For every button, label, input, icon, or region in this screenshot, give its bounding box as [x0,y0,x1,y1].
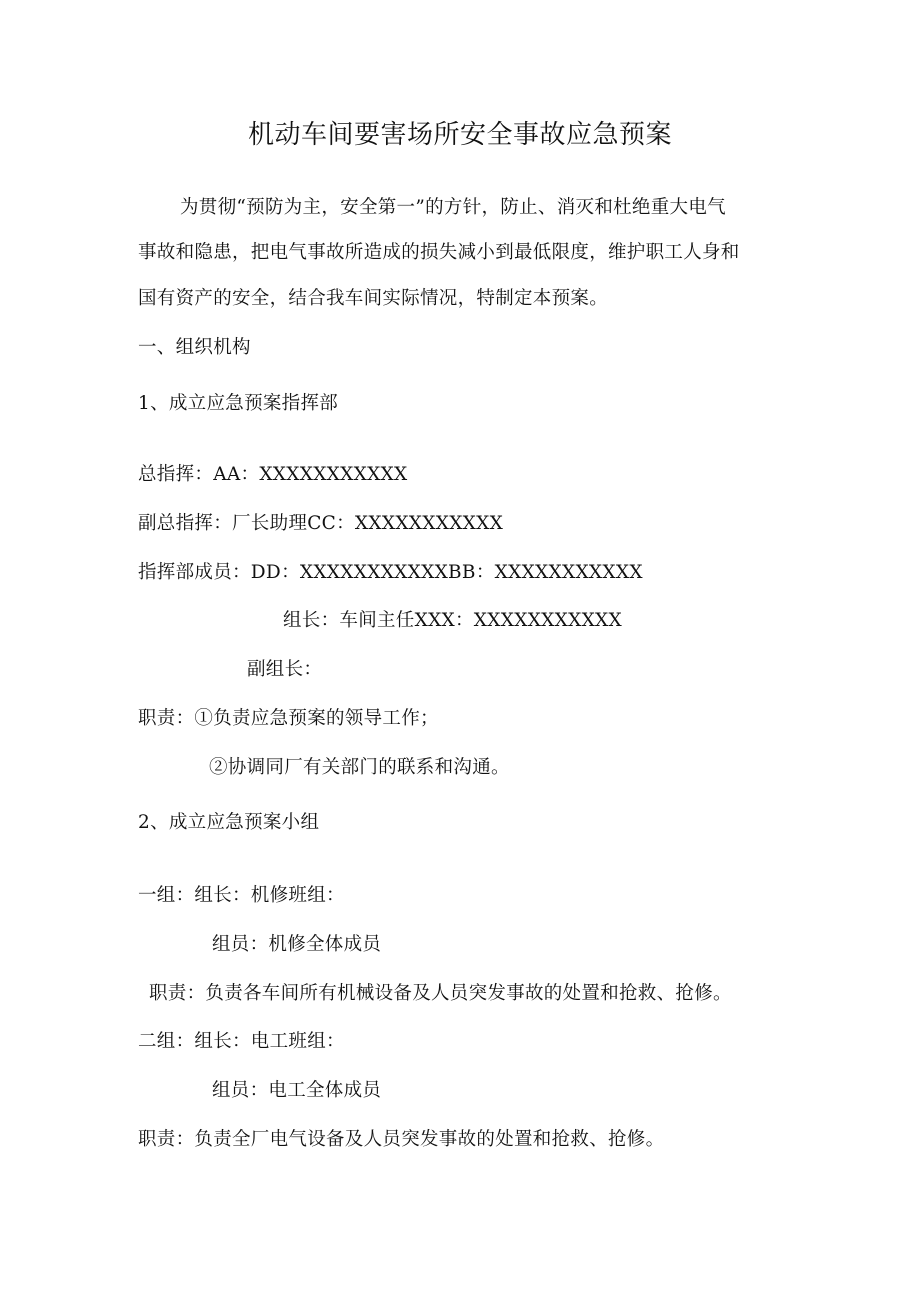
command-duty-line-2: ②协调同厂有关部门的联系和沟通。 [209,757,510,778]
group1-leader-line: 一组：组长：机修班组： [138,885,345,906]
group2-members-line: 组员：电工全体成员 [212,1080,382,1101]
group1-members-line: 组员：机修全体成员 [212,934,382,955]
group2-leader-line: 二组：组长：电工班组： [138,1031,345,1052]
subsection-heading-command: 1、成立应急预案指挥部 [138,393,339,414]
section-heading-organization: 一、组织机构 [138,337,251,358]
group1-duty-line: 职责：负责各车间所有机械设备及人员突发事故的处置和抢救、抢修。 [149,983,732,1004]
subsection-heading-groups: 2、成立应急预案小组 [138,812,320,833]
intro-line-1: 为贯彻“预防为主，安全第一”的方针，防止、消灭和杜绝重大电气 [180,197,726,218]
intro-line-3: 国有资产的安全，结合我车间实际情况，特制定本预案。 [138,288,609,309]
intro-line-2: 事故和隐患，把电气事故所造成的损失减小到最低限度，维护职工人身和 [138,242,740,263]
deputy-leader-line: 副组长： [247,659,323,680]
document-title: 机动车间要害场所安全事故应急预案 [247,120,672,150]
deputy-commander-line: 副总指挥：厂长助理CC：XXXXXXXXXXX [138,513,504,534]
command-duty-line-1: 职责：①负责应急预案的领导工作； [138,708,439,729]
group2-duty-line: 职责：负责全厂电气设备及人员突发事故的处置和抢救、抢修。 [138,1129,665,1150]
command-members-line: 指挥部成员：DD：XXXXXXXXXXXBB：XXXXXXXXXXX [138,562,643,583]
commander-line: 总指挥：AA：XXXXXXXXXXX [138,464,408,485]
group-leader-line: 组长：车间主任XXX：XXXXXXXXXXX [283,610,622,631]
